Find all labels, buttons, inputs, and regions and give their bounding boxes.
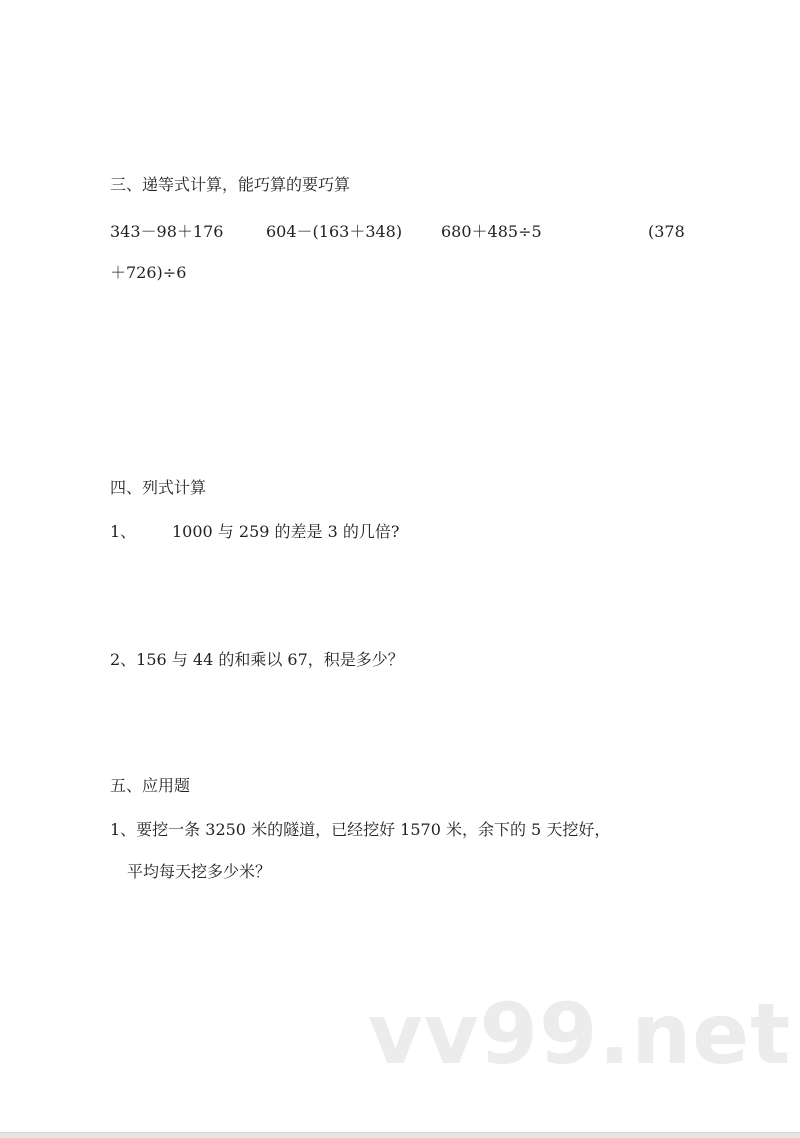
expression-2: 604－(163＋348) [266,222,403,241]
word-problem-line-2: 平均每天挖多少米？ [127,862,272,881]
expression-4-part1: (378 [648,222,685,241]
question-1-number: 1、 [110,522,137,541]
expression-1: 343－98＋176 [110,222,224,241]
word-problem-line-1: 1、要挖一条 3250 米的隧道，已经挖好 1570 米，余下的 5 天挖好， [110,820,611,839]
section-3-heading: 三、递等式计算，能巧算的要巧算 [110,175,351,194]
watermark: vv99.net [368,985,792,1083]
section-4-heading: 四、列式计算 [110,478,207,497]
expression-4-part2: ＋726)÷6 [110,263,187,282]
section-5-heading: 五、应用题 [110,776,191,795]
question-1-text: 1000 与 259 的差是 3 的几倍? [172,522,400,541]
expression-3: 680＋485÷5 [441,222,542,241]
page-bottom-edge [0,1132,800,1138]
question-2-text: 2、156 与 44 的和乘以 67，积是多少？ [110,650,404,669]
